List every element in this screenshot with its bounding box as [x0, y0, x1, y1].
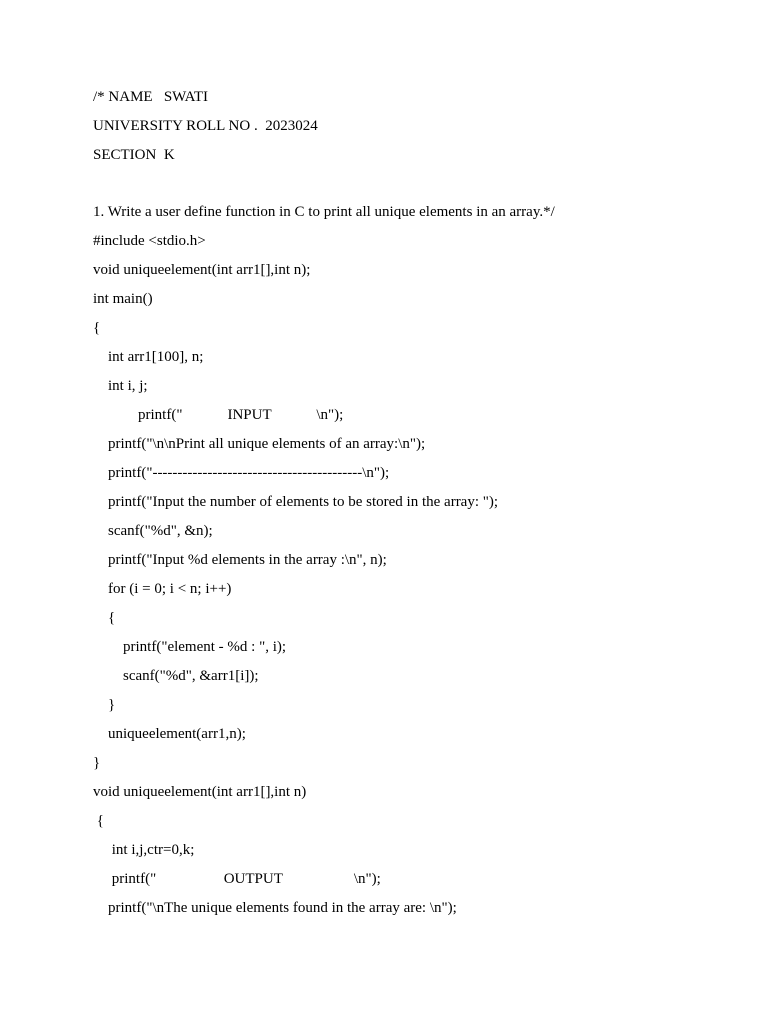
code-line: scanf("%d", &arr1[i]);	[93, 668, 259, 684]
code-line: int main()	[93, 291, 153, 307]
code-line: printf("Input the number of elements to be stored in the array: ");	[93, 494, 499, 510]
code-line: {	[93, 813, 104, 829]
code-line: printf("\nThe unique elements found in the array are: \n");	[93, 900, 457, 916]
code-line: SECTION K	[93, 147, 175, 163]
code-line: printf("element - %d : ", i);	[93, 639, 287, 655]
code-line: printf("Input %d elements in the array :\n", n);	[93, 552, 387, 568]
code-line: for (i = 0; i < n; i++)	[93, 581, 232, 597]
code-line: void uniqueelement(int arr1[],int n)	[93, 784, 307, 800]
code-line: int arr1[100], n;	[93, 349, 204, 365]
code-line: printf("\n\nPrint all unique elements of an array:\n");	[93, 436, 426, 452]
code-line: printf("------------------------------------------\n");	[93, 465, 390, 481]
code-line: #include <stdio.h>	[93, 233, 206, 249]
code-line: }	[93, 755, 101, 771]
code-line: {	[93, 610, 116, 626]
code-line: printf(" INPUT \n");	[93, 407, 344, 423]
code-line: uniqueelement(arr1,n);	[93, 726, 246, 742]
code-line: {	[93, 320, 101, 336]
code-line: printf(" OUTPUT \n");	[93, 871, 381, 887]
code-line: int i, j;	[93, 378, 148, 394]
code-line: scanf("%d", &n);	[93, 523, 213, 539]
code-line: UNIVERSITY ROLL NO . 2023024	[93, 118, 318, 134]
code-line: /* NAME SWATI	[93, 89, 208, 105]
code-line: int i,j,ctr=0,k;	[93, 842, 195, 858]
code-line: }	[93, 697, 116, 713]
code-line: 1. Write a user define function in C to print all unique elements in an array.*/	[93, 204, 555, 220]
code-line: void uniqueelement(int arr1[],int n);	[93, 262, 311, 278]
